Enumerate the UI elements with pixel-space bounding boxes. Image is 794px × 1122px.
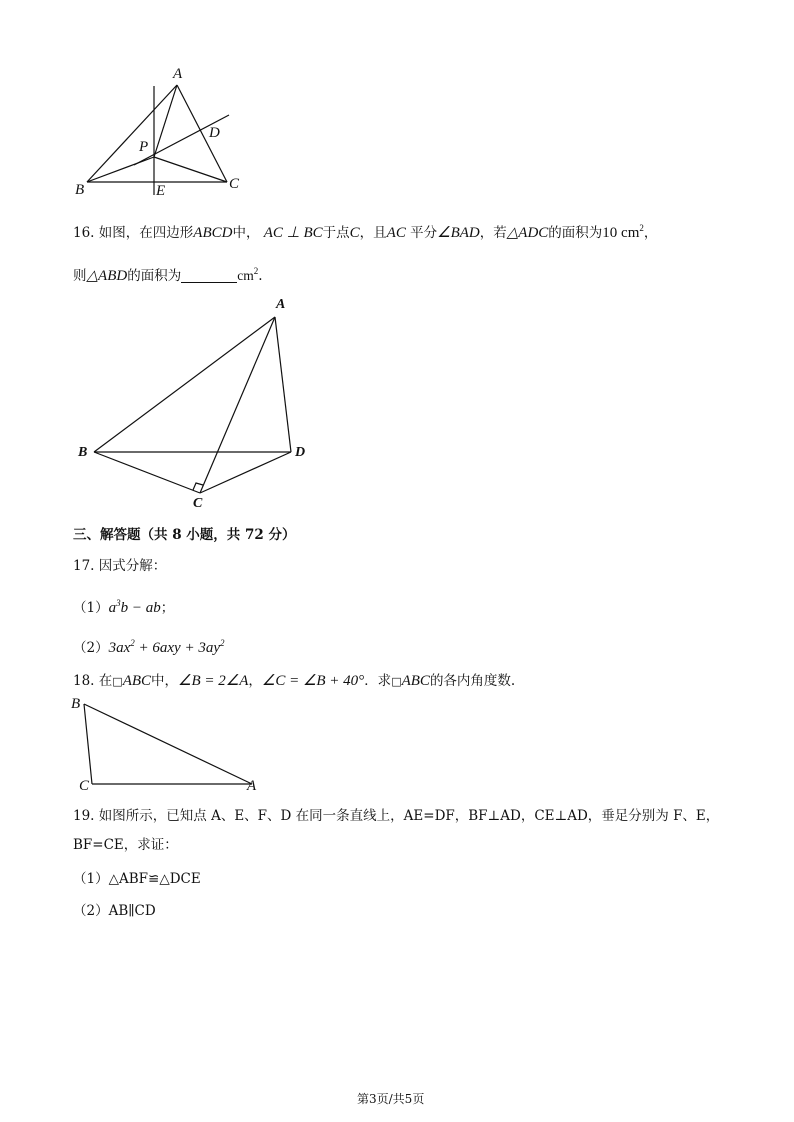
question-text: 如图所示，已知点 A、E、F、D 在同一条直线上，AE=DF，BF⊥AD，CE⊥AD，垂足分别为 F、E，	[98, 808, 720, 824]
question-18	[73, 672, 515, 691]
question-19-line-2: BF=CE，求证：	[73, 837, 178, 853]
question-17-part-2	[73, 634, 224, 657]
math-point: C	[349, 225, 360, 241]
math-angle: ∠BAD	[437, 225, 480, 241]
question-number: 18.	[73, 673, 95, 689]
area-value: 10 cm	[602, 225, 640, 241]
label-D: D	[295, 445, 306, 460]
text: ；	[160, 600, 175, 616]
label-P: P	[139, 139, 149, 155]
unit-exp: 2	[253, 266, 259, 276]
text: ，	[248, 673, 262, 689]
math-expression	[109, 600, 161, 616]
text: .	[258, 268, 263, 284]
placeholder-box: □	[391, 675, 402, 688]
label-C: C	[79, 778, 90, 794]
text: 平分	[410, 225, 438, 241]
segment-BP	[87, 157, 154, 182]
text: ，	[643, 225, 658, 241]
unit-text: cm	[237, 268, 254, 283]
segment-BA	[94, 317, 275, 452]
text: 中，	[151, 673, 179, 689]
figure-q18	[0, 690, 794, 800]
placeholder-box: □	[112, 675, 123, 688]
unit	[237, 268, 258, 283]
math-tri: △ADC	[506, 225, 549, 241]
expr-exp-1: 2	[130, 638, 135, 648]
label-C: C	[229, 176, 240, 192]
area-exp: 2	[639, 223, 644, 233]
figure-q15	[0, 0, 794, 210]
text: 在	[98, 673, 113, 689]
text: 于点	[322, 225, 350, 241]
text: 的面积为	[127, 268, 182, 284]
question-number: 17.	[73, 558, 95, 574]
expr-b: + 6axy + 3ay	[134, 640, 220, 656]
expr-a: 3ax	[108, 640, 131, 656]
math-ac: AC	[386, 225, 406, 241]
question-number: 16.	[73, 225, 95, 241]
math-quad: ABCD	[193, 225, 233, 241]
expr-exp-2: 2	[219, 638, 225, 648]
label-D: D	[209, 125, 220, 141]
part-number: （1）	[73, 600, 109, 616]
text: 的各内角度数.	[429, 673, 516, 689]
label-A: A	[173, 66, 183, 82]
question-16-line-2	[73, 262, 263, 285]
label-C: C	[193, 496, 203, 511]
math-tri: ABC	[122, 673, 152, 689]
math-cond-2: ∠C = ∠B + 40°	[261, 673, 365, 689]
page-footer: 第3页/共5页	[357, 1092, 425, 1106]
math-tri: △ABD	[86, 268, 128, 284]
segment-BA	[84, 704, 252, 784]
answer-blank[interactable]	[181, 268, 237, 283]
question-17-part-1	[73, 594, 174, 617]
segment-AD	[275, 317, 291, 452]
label-B: B	[71, 696, 81, 712]
question-19-part-2: （2）AB∥CD	[73, 903, 156, 919]
label-A: A	[276, 297, 286, 312]
math-tri: ABC	[401, 673, 430, 689]
segment-AB	[87, 85, 177, 182]
expr-exp: 3	[116, 598, 121, 608]
text: ，若	[479, 225, 507, 241]
label-A: A	[247, 778, 257, 794]
part-number: （2）	[73, 640, 109, 656]
question-19-part-1: （1）△ABF≌△DCE	[73, 871, 201, 887]
expr-a: a	[108, 600, 117, 616]
question-number: 19.	[73, 808, 95, 824]
segment-BC	[84, 704, 92, 784]
math-cond-1: ∠B = 2∠A	[178, 673, 249, 689]
question-text: 因式分解：	[98, 558, 167, 574]
text: 的面积为	[548, 225, 603, 241]
text: 中，	[232, 225, 260, 241]
text: ．求	[364, 673, 392, 689]
label-B: B	[75, 182, 85, 198]
segment-CD	[200, 452, 291, 493]
figure-q16	[0, 300, 794, 520]
math-expression	[109, 640, 225, 656]
text: 如图，在四边形	[98, 225, 194, 241]
section-title: 三、解答题（共 8 小题，共 72 分）	[73, 527, 296, 543]
math-perp: AC ⊥ BC	[263, 225, 323, 241]
label-B: B	[78, 445, 88, 460]
segment-AP	[154, 85, 177, 157]
question-17	[73, 557, 166, 575]
math-area	[602, 225, 644, 241]
text: 则	[73, 268, 87, 284]
question-16-line-1	[73, 219, 657, 242]
expr-b: b − ab	[120, 600, 161, 616]
text: ，且	[359, 225, 387, 241]
question-19-line-1	[73, 807, 719, 825]
segment-AC	[200, 317, 275, 493]
label-E: E	[156, 183, 166, 199]
segment-BC	[94, 452, 200, 493]
